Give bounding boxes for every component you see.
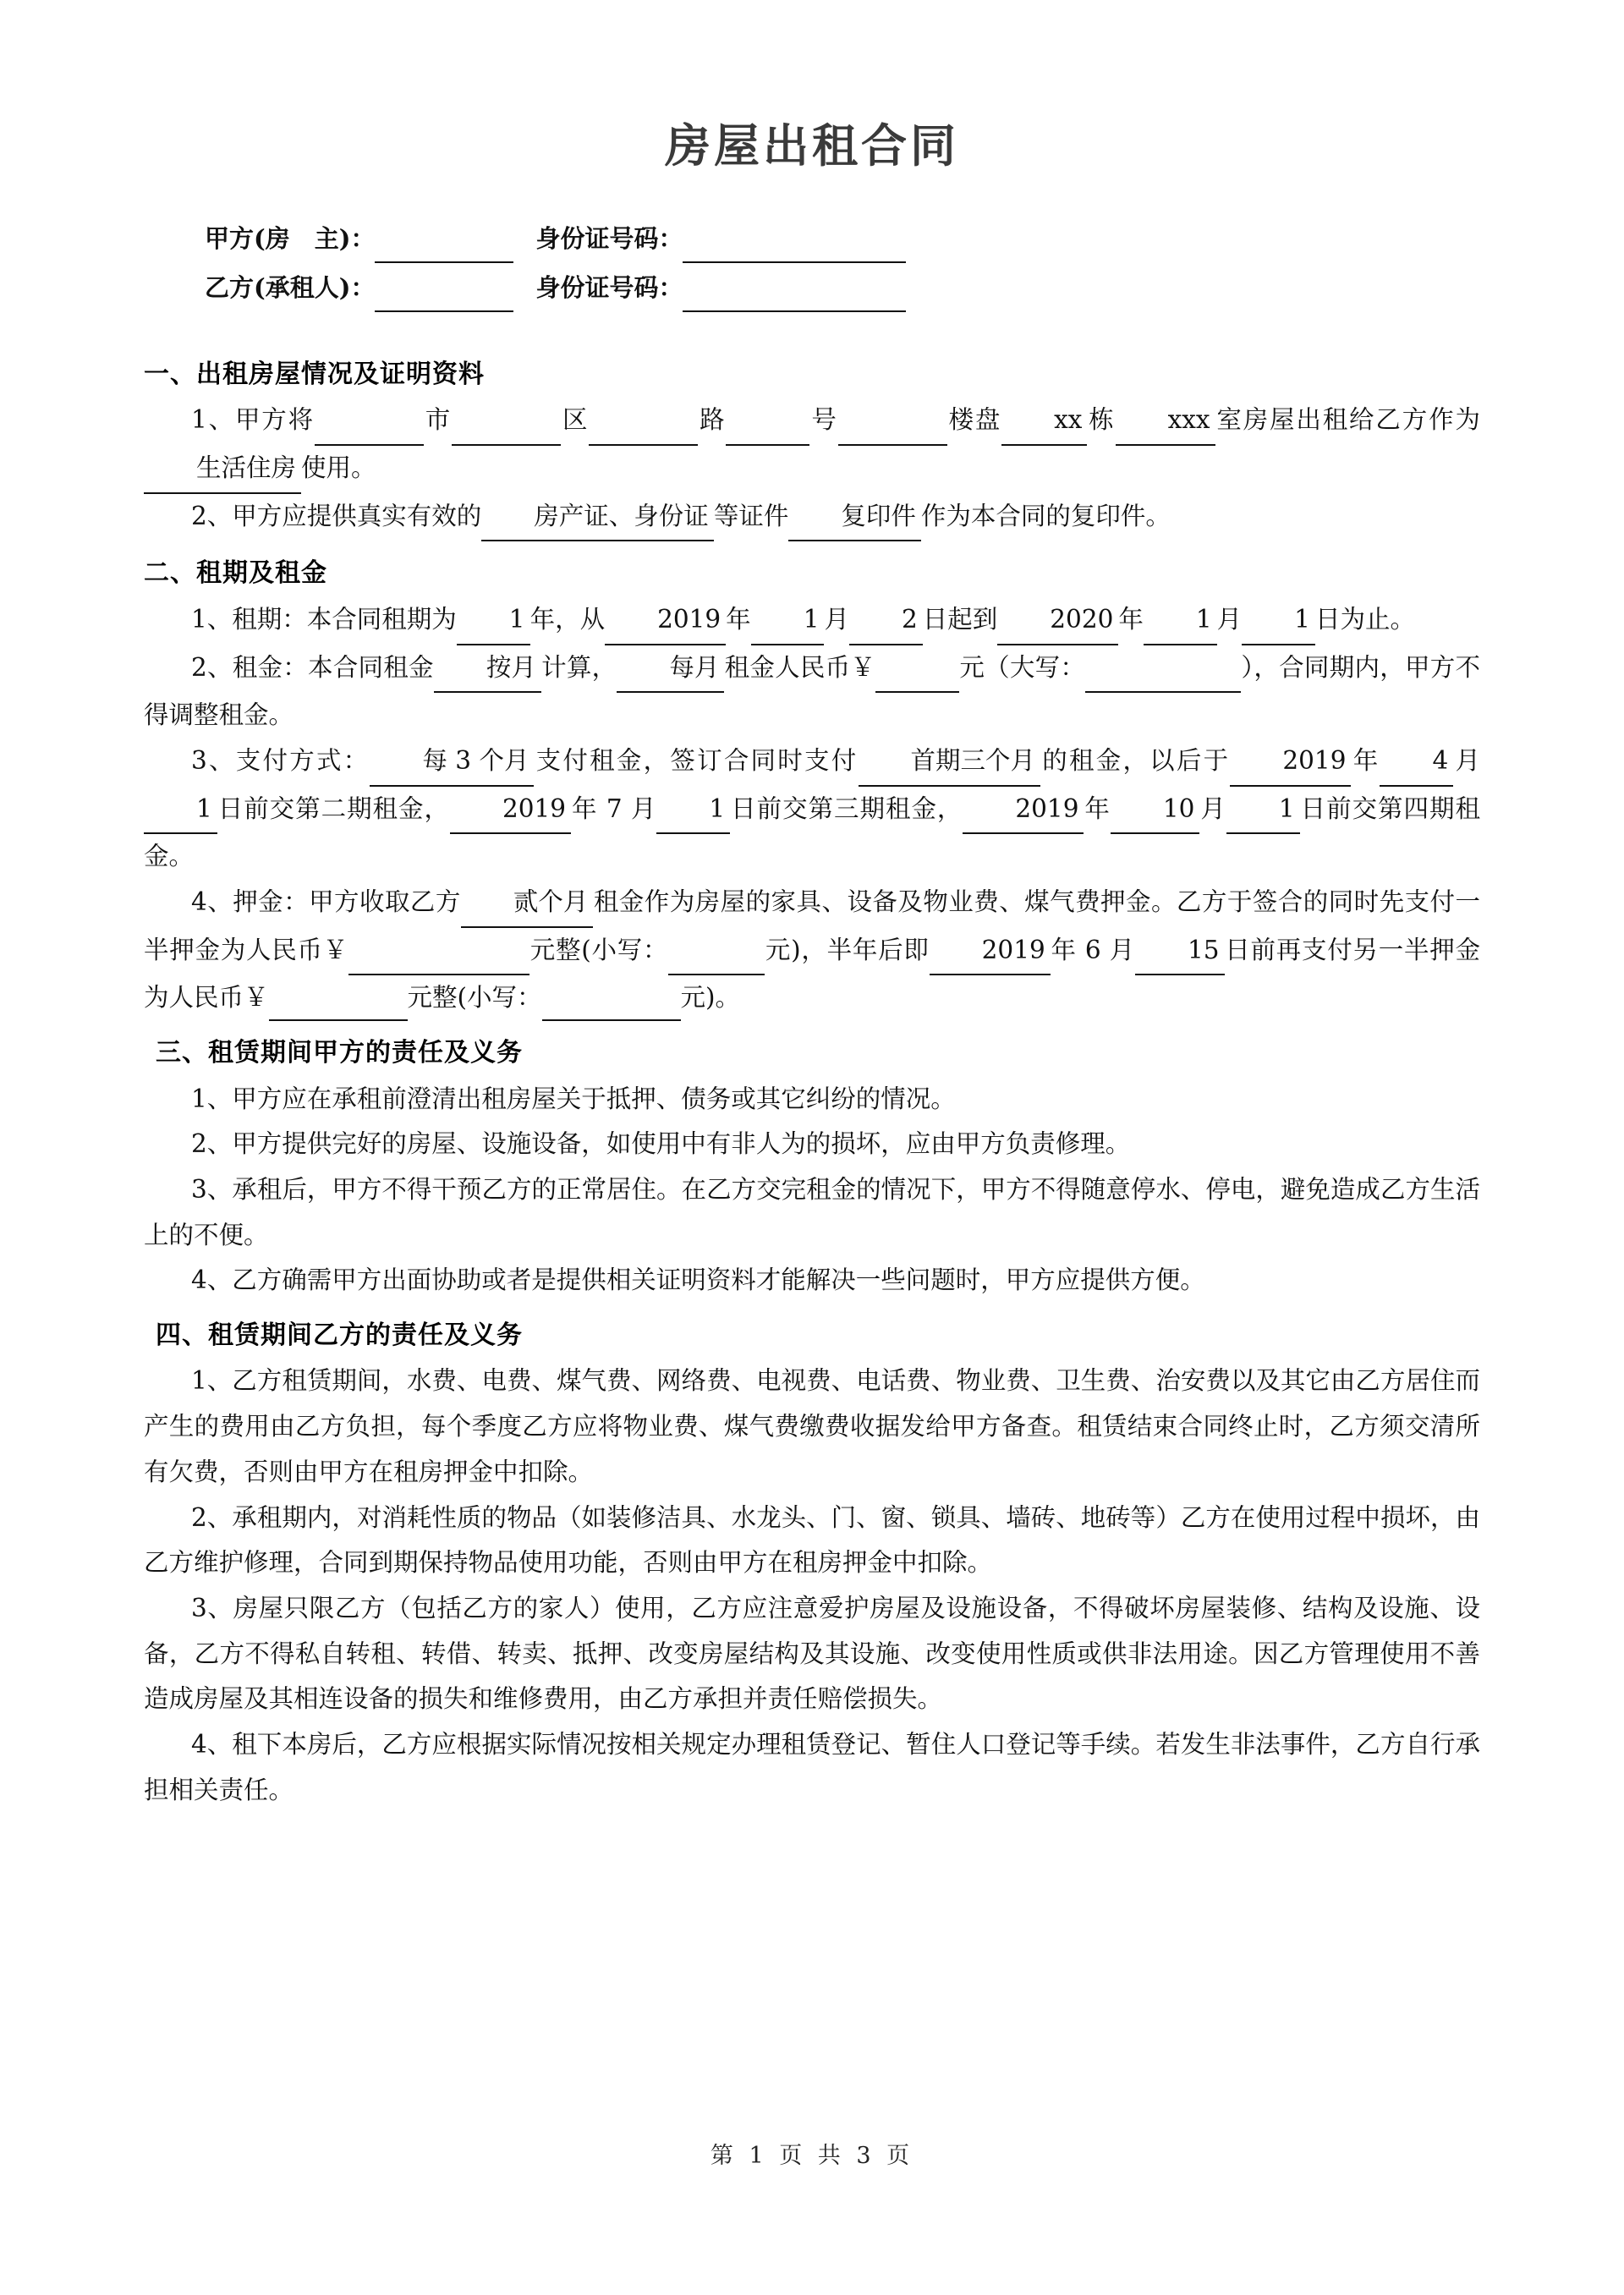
- s2-i4-t1: 押金：甲方收取乙方: [233, 887, 461, 916]
- s2-i3-t8: 日前交第三期租金，: [730, 793, 963, 823]
- s1-i1-t1: 甲方将: [234, 405, 315, 435]
- payment4-month-field[interactable]: 10: [1111, 787, 1200, 835]
- s2-i2-t3: 租金人民币￥: [724, 652, 876, 682]
- s1-i1-t8: 室房屋出租给乙方作为: [1215, 405, 1480, 435]
- room-field[interactable]: xxx: [1116, 398, 1215, 446]
- s1-i2-t3: 作为本合同的复印件。: [920, 501, 1171, 530]
- payment2-month-field[interactable]: 4: [1380, 738, 1453, 787]
- deposit-half2-small-field[interactable]: [542, 995, 681, 1022]
- s1-i1-t4: 路: [698, 405, 727, 435]
- deposit-half1-amount-field[interactable]: [348, 949, 529, 976]
- landlord-label: 甲方(房 主)：: [205, 223, 376, 253]
- s1-i1-t7: 栋: [1087, 405, 1116, 435]
- section-2-item-4: [144, 880, 1480, 1021]
- tenant-row: [205, 263, 1480, 312]
- section-3-item-1: 1、甲方应在承租前澄清出租房屋关于抵押、债务或其它纠纷的情况。: [191, 1084, 956, 1113]
- section-4-item-4: 4、租下本房后，乙方应根据实际情况按相关规定办理租赁登记、暂住人口登记等手续。若发生非法事件，乙方自行承担相关责任。: [144, 1729, 1480, 1804]
- s2-i3-t2: 支付租金，签订合同时支付: [534, 745, 859, 775]
- copy-type-field[interactable]: 复印件: [788, 494, 921, 542]
- building-field[interactable]: xx: [1001, 398, 1087, 446]
- s2-i2-t4: 元（大写：: [959, 652, 1086, 682]
- section-3-item-4: 4、乙方确需甲方出面协助或者是提供相关证明资料才能解决一些问题时，甲方应提供方便。: [191, 1266, 1205, 1295]
- deposit-second-year-field[interactable]: 2019: [930, 928, 1051, 976]
- rent-period-field[interactable]: 每月: [617, 645, 724, 694]
- payment3-day-field[interactable]: 1: [656, 787, 730, 835]
- s2-i3-t11: 日前交第四期租金。: [144, 793, 1480, 871]
- district-field[interactable]: [452, 419, 561, 446]
- s2-i4-t2: 租金作为房屋的家具、设备及物业费、煤气费押金。乙方于签合的同时先支付一半押金为人民币￥: [144, 887, 1480, 964]
- start-year-field[interactable]: 2019: [605, 597, 726, 645]
- s2-i4-num: 4、: [191, 887, 233, 916]
- s2-i1-t2: 年，从: [529, 604, 606, 634]
- payment4-year-field[interactable]: 2019: [963, 787, 1084, 835]
- s2-i2-num: 2、: [191, 652, 233, 682]
- first-term-field[interactable]: 首期三个月: [859, 738, 1041, 787]
- page-title: 房屋出租合同: [665, 118, 959, 173]
- deposit-months-field[interactable]: 贰个月: [461, 880, 594, 928]
- deposit-half1-small-field[interactable]: [668, 949, 765, 976]
- s2-i4-t7: 元整(小写：: [407, 983, 542, 1013]
- landlord-row: [205, 214, 1480, 263]
- end-day-field[interactable]: 1: [1242, 597, 1315, 645]
- s2-i2-t2: 计算，: [540, 652, 617, 682]
- s2-i4-t4: 元)，半年后即: [765, 935, 930, 964]
- s1-i1-t5: 号: [809, 405, 838, 435]
- s1-i2-t2: 等证件: [713, 501, 789, 530]
- s2-i4-t6: 日前再支付另一半押金为人民币￥: [144, 935, 1480, 1013]
- number-field[interactable]: [726, 419, 809, 446]
- section-1-item-2: [144, 494, 1480, 542]
- payment3-year-field[interactable]: 2019: [450, 787, 571, 835]
- section-2-item-2: [144, 645, 1480, 738]
- s1-i1-t2: 市: [423, 405, 453, 435]
- city-field[interactable]: [315, 419, 424, 446]
- payment-frequency-field[interactable]: 每 3 个月: [370, 738, 534, 787]
- s2-i3-t10: 月: [1199, 793, 1226, 823]
- s2-i1-t5: 日起到: [922, 604, 998, 634]
- section-3-item-3: 3、承租后，甲方不得干预乙方的正常居住。在乙方交完租金的情况下，甲方不得随意停水、停电，避免造成乙方生活上的不便。: [144, 1174, 1480, 1249]
- rent-amount-words-field[interactable]: [1085, 667, 1241, 694]
- s2-i1-num: 1、: [191, 604, 233, 634]
- tenant-label: 乙方(承租人)：: [205, 272, 376, 302]
- s2-i2-t1: 租金：本合同租金: [232, 652, 434, 682]
- s1-i2-t1: 甲方应提供真实有效的: [232, 501, 482, 530]
- s1-i2-num: 2、: [191, 501, 233, 530]
- s2-i3-t7: 年 7 月: [571, 793, 657, 823]
- section-4-heading: 四、租赁期间乙方的责任及义务: [156, 1320, 523, 1350]
- s2-i3-t4: 年: [1351, 745, 1380, 775]
- landlord-name-field[interactable]: [375, 237, 513, 263]
- rent-amount-field[interactable]: [875, 667, 959, 694]
- section-4-item-3: 3、房屋只限乙方（包括乙方的家人）使用，乙方应注意爱护房屋及设施设备，不得破坏房屋装修、结构及设施、设备，乙方不得私自转租、转借、转卖、抵押、改变房屋结构及其设施、改变使用性质或供非法用途。因乙方管理使用不善造成房屋及其相连设备的损失和维修费用，由乙方承担并责任赔偿损失。: [144, 1593, 1480, 1714]
- end-year-field[interactable]: 2020: [997, 597, 1118, 645]
- section-2-item-1: [144, 597, 1480, 645]
- s2-i1-t8: 日为止。: [1314, 604, 1415, 634]
- page-footer: 第 1 页 共 3 页: [710, 2143, 914, 2169]
- s2-i2-t5: ），合同期内，甲方不得调整租金。: [144, 652, 1480, 730]
- lease-years-field[interactable]: 1: [457, 597, 530, 645]
- s1-i1-t9: 使用。: [301, 453, 376, 482]
- section-3-item-2: 2、甲方提供完好的房屋、设施设备，如使用中有非人为的损坏，应由甲方负责修理。: [191, 1129, 1131, 1159]
- s2-i3-t1: 支付方式：: [235, 745, 370, 775]
- end-month-field[interactable]: 1: [1144, 597, 1217, 645]
- s1-i1-t6: 楼盘: [946, 405, 1002, 435]
- s2-i4-t5: 年 6 月: [1050, 935, 1135, 964]
- s2-i1-t3: 年: [726, 604, 751, 634]
- parties-block: [144, 214, 1480, 312]
- road-field[interactable]: [589, 419, 698, 446]
- s2-i3-t5: 月: [1453, 745, 1480, 775]
- section-2-item-3: [144, 738, 1480, 880]
- rent-basis-field[interactable]: 按月: [434, 645, 541, 694]
- s2-i4-t3: 元整(小写：: [529, 935, 669, 964]
- start-day-field[interactable]: 2: [849, 597, 923, 645]
- s1-i1-num: 1、: [191, 405, 235, 435]
- s2-i1-t6: 年: [1118, 604, 1144, 634]
- section-4-item-1: 1、乙方租赁期间，水费、电费、煤气费、网络费、电视费、电话费、物业费、卫生费、治安费以及其它由乙方居住而产生的费用由乙方负担，每个季度乙方应将物业费、煤气费缴费收据发给甲方备查。租赁结束合同终止时，乙方须交清所有欠费，否则由甲方在租房押金中扣除。: [144, 1366, 1480, 1486]
- landlord-id-field[interactable]: [683, 237, 906, 263]
- payment2-day-field[interactable]: 1: [144, 787, 217, 835]
- estate-field[interactable]: [838, 419, 947, 446]
- tenant-id-label: 身份证号码：: [535, 272, 683, 302]
- payment2-year-field[interactable]: 2019: [1230, 738, 1351, 787]
- s2-i1-t1: 租期：本合同租期为: [232, 604, 457, 634]
- s2-i1-t4: 月: [824, 604, 849, 634]
- section-4-item-2: 2、承租期内，对消耗性质的物品（如装修洁具、水龙头、门、窗、锁具、墙砖、地砖等）乙方在使用过程中损坏，由乙方维护修理，合同到期保持物品使用功能，否则由甲方在租房押金中扣除。: [144, 1502, 1480, 1578]
- s1-i1-t3: 区: [561, 405, 590, 435]
- section-2-heading: 二、租期及租金: [144, 558, 327, 589]
- s2-i3-num: 3、: [191, 745, 236, 775]
- documents-field[interactable]: 房产证、身份证: [481, 494, 714, 542]
- deposit-second-day-field[interactable]: 15: [1135, 928, 1225, 976]
- start-month-field[interactable]: 1: [751, 597, 825, 645]
- deposit-half2-amount-field[interactable]: [269, 995, 408, 1022]
- tenant-name-field[interactable]: [375, 286, 513, 312]
- section-3-heading: 三、租赁期间甲方的责任及义务: [156, 1038, 523, 1068]
- section-1-heading: 一、出租房屋情况及证明资料: [144, 359, 485, 389]
- tenant-id-field[interactable]: [683, 286, 906, 312]
- s2-i3-t6: 日前交第二期租金，: [217, 793, 450, 823]
- s2-i3-t9: 年: [1084, 793, 1111, 823]
- payment4-day-field[interactable]: 1: [1226, 787, 1300, 835]
- s2-i1-t7: 月: [1216, 604, 1243, 634]
- s2-i4-t8: 元)。: [680, 983, 741, 1013]
- s2-i3-t3: 的租金，以后于: [1040, 745, 1231, 775]
- landlord-id-label: 身份证号码：: [535, 223, 683, 253]
- usage-field[interactable]: 生活住房: [144, 446, 301, 494]
- section-1-item-1: [144, 398, 1480, 493]
